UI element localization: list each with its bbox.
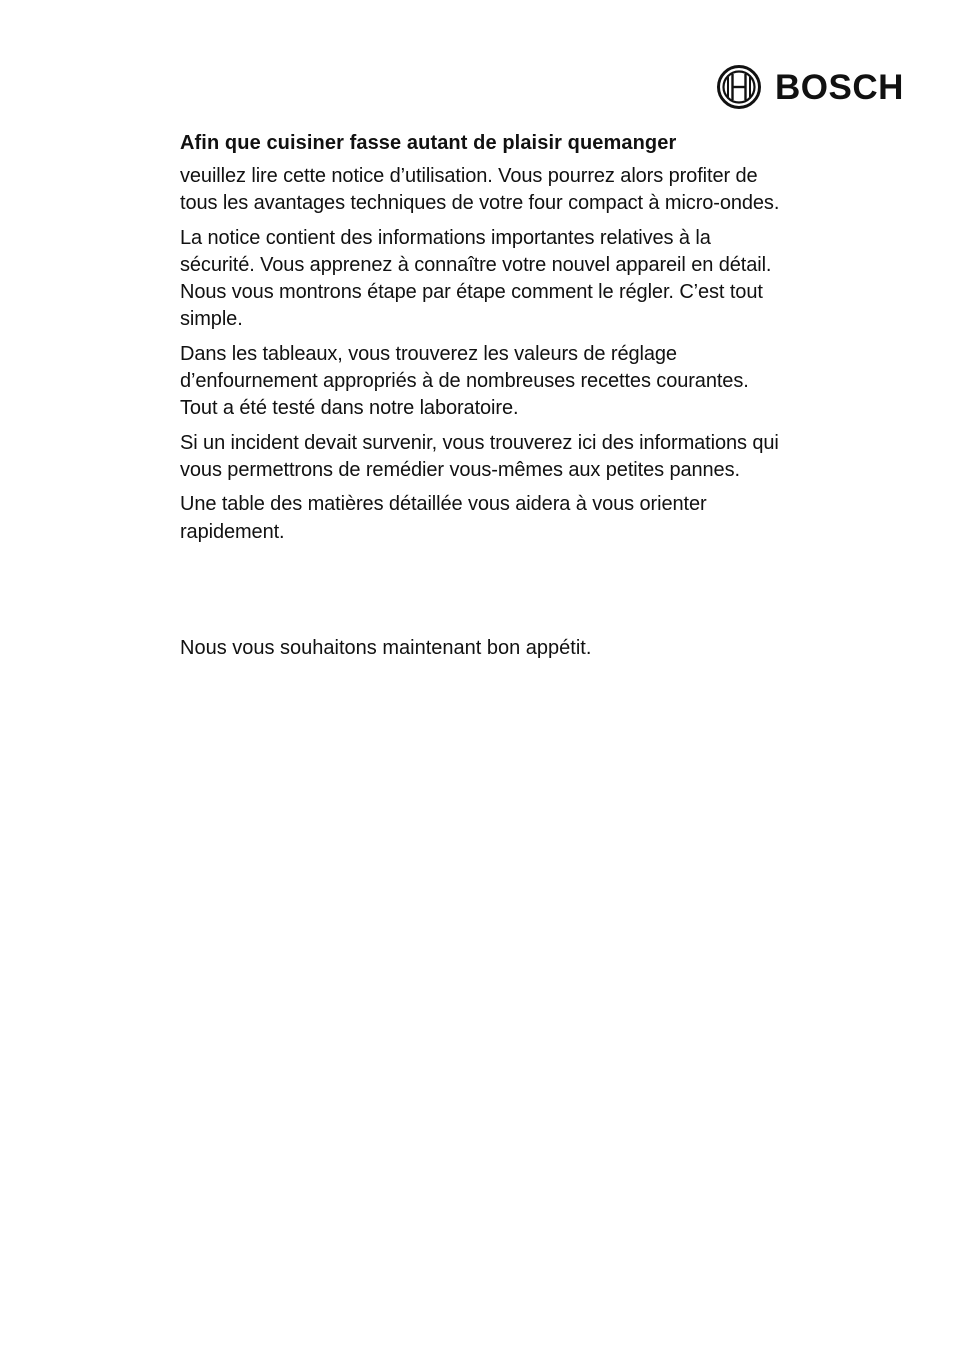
paragraph-safety: La notice contient des informations importantes relatives à la sécurité. Vous apprenez à connaître votre nouvel appareil en détail. Nous vous montrons étape par étape comment le régler. C’est tout simple. [180,226,772,331]
paragraph-intro: veuillez lire cette notice d’utilisation. Vous pourrez alors profiter de tous les avantages techniques de votre four compact à micro-ondes. [180,165,780,215]
brand-logo [716,64,904,110]
paragraph-troubleshooting: Si un incident devait survenir, vous trouverez ici des informations qui vous permettrons de remédier vous-mêmes aux petites pannes. [180,431,779,481]
closing-line: Nous vous souhaitons maintenant bon appétit. [180,637,592,659]
paragraph-contents: Une table des matières détaillée vous aidera à vous orienter rapidement. [180,493,707,543]
bosch-armature-icon [716,64,762,110]
document-body [180,130,780,553]
document-heading: Afin que cuisiner fasse autant de plaisir quemanger [180,132,677,154]
brand-name: BOSCH [775,67,904,107]
paragraph-tables: Dans les tableaux, vous trouverez les valeurs de réglage d’enfournement appropriés à de nombreuses recettes courantes. Tout a été testé dans notre laboratoire. [180,342,749,420]
